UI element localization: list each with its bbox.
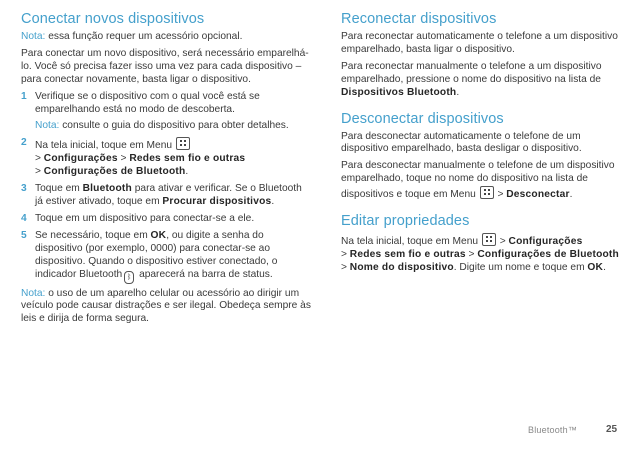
ui-term: Desconectar [506,189,570,201]
paragraph-text: Para desconectar manualmente o telefone de um dispositivo emparelhado, toque no nome do dispositivo na lista de dispositivos e toque em Menu [341,160,615,201]
step-text: Toque em um dispositivo para conectar-se a ele. [35,212,255,224]
step-number: 4 [21,212,27,224]
step-text: para ativar e verificar. Se o Bluetooth já estiver ativado, toque em [35,183,302,207]
menu-key-icon [176,137,190,150]
right-column [341,0,619,275]
edit-properties [341,233,619,275]
menu-path-item: Configurações de Bluetooth [477,248,619,260]
separator: > [35,153,44,165]
section-title-connect: Conectar novos dispositivos [21,11,205,27]
menu-key-icon [482,233,496,246]
step-text: Se necessário, toque em [35,229,151,241]
menu-key-icon [480,186,494,199]
paragraph-text: Na tela inicial, toque em Menu [341,236,479,248]
intro-paragraph: Para conectar um novo dispositivo, será necessário emparelhá-lo. Você só precisa fazer isso uma vez para cada dispositivo – para conectar novamente, basta ligar o dispositivo. [21,47,309,85]
step-text: aparecerá na barra de status. [136,268,273,280]
note-text: essa função requer um acessório opcional. [45,31,243,42]
paragraph-text: . Digite um nome e toque em [453,261,588,273]
separator: > [465,248,478,260]
footer-section-title: Bluetooth™ [528,425,578,435]
note-accessory [21,31,311,44]
step-text: , ou digite a senha do dispositivo (por exemplo, 0000) para conectar-se ao dispositivo. Quando o dispositivo estiver conectado, o indicador Bluetooth [35,229,278,280]
ui-term: Procurar dispositivos [162,195,272,207]
step-1-note [21,120,311,133]
separator: > [494,189,507,201]
paragraph-text: Para reconectar manualmente o telefone a um dispositivo emparelhado, pressione o nome do dispositivo na lista de [341,60,602,85]
section-title-reconnect: Reconectar dispositivos [341,11,497,27]
separator: > [341,261,350,273]
reconnect-manual [341,61,619,100]
note-text: consulte o guia do dispositivo para obter detalhes. [59,120,289,132]
step-number: 5 [21,229,27,241]
step-text: Na tela inicial, toque em Menu [35,140,173,152]
reconnect-auto: Para reconectar automaticamente o telefone a um dispositivo emparelhado, basta ligar o dispositivo. [341,31,618,55]
menu-path-item: Configurações [508,236,583,248]
step-3 [21,183,311,209]
note-label: Nota: [21,31,46,42]
ui-term: OK [587,261,604,273]
step-4 [21,213,311,226]
punctuation: . [569,189,573,201]
separator: > [35,166,44,178]
note-label: Nota: [35,120,60,132]
menu-path-item: Nome do dispositivo [349,261,454,273]
step-number: 2 [21,137,27,149]
page-number: 25 [606,424,618,435]
separator: > [341,248,350,260]
punctuation: . [456,86,460,98]
disconnect-auto: Para desconectar automaticamente o telefone de um dispositivo emparelhado, basta desligar o dispositivo. [341,130,582,155]
section-title-disconnect: Desconectar dispositivos [341,110,504,127]
step-1 [21,91,311,117]
step-5 [21,230,311,284]
menu-path-item: Redes sem fio e outras [129,153,246,165]
ui-term: OK [150,229,167,241]
note-driving [21,288,311,327]
menu-path-item: Redes sem fio e outras [349,248,466,260]
punctuation: . [603,261,606,273]
separator: > [496,236,509,248]
step-number: 1 [21,90,27,102]
punctuation: . [185,166,189,178]
ui-term: Dispositivos Bluetooth [341,86,457,98]
step-text: Toque em [35,183,83,195]
bluetooth-icon: ᛒ [124,271,134,284]
punctuation: . [271,195,275,207]
ui-term: Bluetooth [82,183,132,195]
step-number: 3 [21,183,27,195]
menu-path-item: Configurações de Bluetooth [43,166,186,178]
note-label: Nota: [21,287,46,299]
separator: > [117,153,130,165]
section-title-edit: Editar propriedades [341,213,470,230]
left-column [21,0,311,326]
menu-path-item: Configurações [43,153,118,165]
disconnect-manual [341,160,619,202]
note-text: o uso de um aparelho celular ou acessório ao dirigir um veículo pode causar distrações e ser ilegal. Obedeça sempre às leis e dirija de forma segura. [21,287,311,325]
step-text: Verifique se o dispositivo com o qual você está se emparelhando está no modo de descoberta. [35,90,260,115]
step-2 [21,137,311,179]
